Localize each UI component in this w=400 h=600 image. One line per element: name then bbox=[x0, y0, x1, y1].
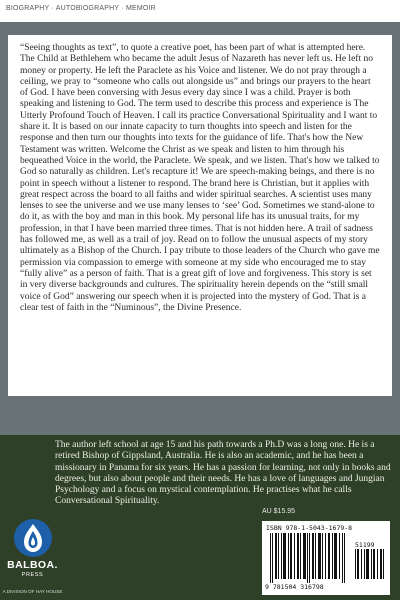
blurb-frame bbox=[0, 22, 400, 435]
price-code: 51199 bbox=[355, 541, 375, 549]
publisher-logo bbox=[0, 518, 65, 600]
balboa-flame-drop-icon bbox=[13, 518, 53, 558]
blurb-panel bbox=[8, 35, 392, 396]
blurb-text: “Seeing thoughts as text”, to quote a creative poet, has been part of what is attempted here. The Child at Bethlehem who became the adult Jesus of Nazareth has never left us. He left no money or property. He left the Paraclete as his Voice and listener. We do not pray through a ceiling, we pray to “someone who calls out alongside us” and brings our prayers to the heart of God. I have been conversing with Jesus every day since I was a child. Prayer is both speaking and listening to God. The term used to describe this process and experience is The Utterly Profound Touch of Heaven. I call its practice Conversational Spirituality and I want to share it. It is based on our innate capacity to turn thoughts into speech and listen for the response and then turn our thoughts into texts for the guidance of life. That's how the New Testament was written. Welcome the Christ as we speak and listen to him through his bequeathed Voice in the world, the Paraclete. We speak, and we listen. That's how we talked to God so naturally as children. Let's recapture it! We are speech-making beings, and there is no point in speech without a listener to respond. The brand here is Christian, but it applies with great respect across the board to all faiths and wider spiritual searches. A scientist uses many lenses to see the universe and we use many lenses to ‘see’ God. Sometimes we stand-alone to do it, as with the boy and man in this book. My personal life has its unusual traits, for my profession, in that I have been married three times. That is not hidden here. A trail of sadness has followed me, as well as a trail of joy. Read on to follow the unusual aspects of my story ultimately as a Bishop of the Church. I pay tribute to those leaders of the Church who gave me permission via compassion to emerge with someone at my side who encouraged me to stay “fully alive” as a person of faith. That is a great gift of love and forgiveness. This story is set in very diverse backgrounds and cultures. The spirituality herein depends on the “still small voice of God” answering our speech when it is projected into the mystery of God. That is a clear test of faith in the “Numinous”, the Divine Presence. bbox=[20, 43, 380, 313]
price-label: AU $15.95 bbox=[262, 508, 296, 515]
barcode-digits: 9 781504 316798 bbox=[265, 583, 324, 591]
author-bio: The author left school at age 15 and his path towards a Ph.D was a long one. He is a retired Bishop of Gippsland, Australia. He is also an academic, and he has been a missionary in Panama for six years. He has a passion for learning, not only in books and degrees, but also about people and their needs. He has a love of languages and Jungian Psychology and a focus on mystical contemplation. He practises what he calls Conversational Spirituality. bbox=[55, 440, 391, 507]
publisher-division: A DIVISION OF HAY HOUSE bbox=[2, 589, 63, 594]
barcode-bars bbox=[262, 521, 390, 585]
category-band bbox=[0, 0, 400, 22]
isbn-barcode bbox=[262, 521, 390, 595]
category-label: BIOGRAPHY · AUTOBIOGRAPHY · MEMOIR bbox=[6, 5, 156, 12]
publisher-sub: PRESS bbox=[21, 572, 44, 578]
publisher-name: BALBOA. bbox=[7, 559, 58, 571]
isbn-text: ISBN 978-1-5043-1679-8 bbox=[266, 524, 353, 532]
